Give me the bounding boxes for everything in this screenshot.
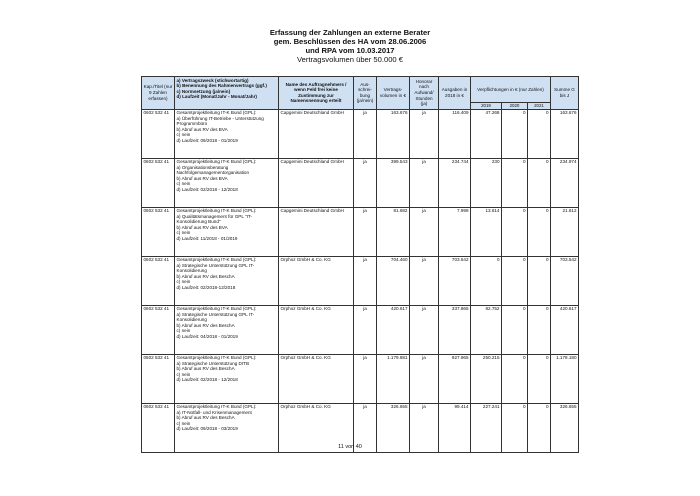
- header-vz-c: c) Normsetzung (ja/nein): [176, 88, 231, 94]
- cell-2019: 230: [471, 158, 502, 207]
- table-row: [142, 354, 579, 403]
- cell-vz-c: c) nein: [176, 230, 191, 236]
- cell-vz-c: c) nein: [176, 132, 191, 138]
- cell-ausschreibung: ja: [354, 109, 377, 158]
- header-year-2021: 2021: [528, 103, 551, 110]
- cell-kap: 0602 532 41: [142, 158, 175, 207]
- cell-summe: 21.612: [551, 207, 579, 256]
- header-vz-d: d) Laufzeit (Monat/Jahr - Monat/Jahr): [176, 94, 257, 100]
- table-body: [142, 109, 579, 452]
- cell-ausschreibung: ja: [354, 403, 377, 452]
- cell-vz-d: d) Laufzeit: 09/2018 - 03/2019: [176, 426, 238, 432]
- table-header-row: [142, 77, 579, 103]
- header-vz-b: b) Benennung des Rahmenvertrags (ggf.): [176, 83, 267, 89]
- cell-vz-d: d) Laufzeit: 02/2018 - 12/2018: [176, 187, 238, 193]
- cell-honorar: ja: [410, 403, 439, 452]
- cell-honorar: ja: [410, 207, 439, 256]
- cell-ausgaben: 99.414: [439, 403, 471, 452]
- cell-name: Orphoz GmbH & Co. KG: [279, 403, 354, 452]
- cell-2020: 0: [502, 305, 528, 354]
- cell-honorar: ja: [410, 354, 439, 403]
- cell-ausschreibung: ja: [354, 256, 377, 305]
- table-row: [142, 305, 579, 354]
- cell-vz-c: c) nein: [176, 181, 191, 187]
- cell-honorar: ja: [410, 256, 439, 305]
- cell-vz-c: c) nein: [176, 371, 191, 377]
- cell-vertragszweck: [175, 305, 279, 354]
- header-vertragszweck: [175, 77, 279, 110]
- cell-2019: 0: [471, 256, 502, 305]
- cell-vertragszweck: [175, 207, 279, 256]
- cell-summe: 703.542: [551, 256, 579, 305]
- cell-vz-d: d) Laufzeit: 09/2018 - 01/2019: [176, 138, 238, 144]
- cell-vz-a: a) IT-Notfall- und Krisenmanagement: [176, 409, 252, 415]
- cell-kap: 0602 532 41: [142, 305, 175, 354]
- cell-ausschreibung: ja: [354, 158, 377, 207]
- cell-2021: 0: [528, 207, 551, 256]
- cell-vz-title: Gesamtprojektleitung IT-K Bund (GPL):: [176, 404, 257, 410]
- cell-volumen: 399.543: [377, 158, 410, 207]
- cell-vz-d: d) Laufzeit: 02/2018 - 12/2018: [176, 377, 238, 383]
- cell-name: Capgemini Deutschland GmbH: [279, 158, 354, 207]
- cell-vz-a: a) Strategische Unterstützung DITB: [176, 360, 250, 366]
- cell-summe: 234.974: [551, 158, 579, 207]
- payments-table: [141, 76, 579, 453]
- cell-2021: 0: [528, 109, 551, 158]
- cell-ausgaben: 927.965: [439, 354, 471, 403]
- document-title: [0, 28, 700, 64]
- table-row: [142, 256, 579, 305]
- cell-2020: 0: [502, 207, 528, 256]
- cell-summe: 326.655: [551, 403, 579, 452]
- cell-ausschreibung: ja: [354, 305, 377, 354]
- cell-vz-b: b) Abruf aus RV des BVA: [176, 175, 228, 181]
- cell-2020: 0: [502, 256, 528, 305]
- page-number: 11 von 40: [338, 444, 362, 450]
- header-name: Name des Auftragnehmers / wenn Feld frei keine Zustimmung zur Namensnennung erteilt: [279, 77, 354, 110]
- title-line-2: gem. Beschlüssen des HA vom 28.06.2006: [273, 37, 427, 46]
- header-verpflichtungen: Verpflichtungen in € (nur Zahlen): [471, 77, 551, 103]
- header-volumen: Vertrags-volumen in €: [377, 77, 410, 110]
- cell-2019: 13.614: [471, 207, 502, 256]
- cell-ausschreibung: ja: [354, 207, 377, 256]
- cell-ausgaben: 116.409: [439, 109, 471, 158]
- cell-name: Capgemini Deutschland GmbH: [279, 207, 354, 256]
- cell-name: Orphoz GmbH & Co. KG: [279, 256, 354, 305]
- cell-vz-c: c) nein: [176, 279, 191, 285]
- cell-vz-a: a) Organisationsberatung Nachfolgemanagementorganisation: [176, 164, 250, 176]
- cell-vz-c: c) nein: [176, 420, 191, 426]
- title-line-3: und RPA vom 10.03.2017: [305, 46, 395, 55]
- cell-volumen: 163.676: [377, 109, 410, 158]
- cell-vertragszweck: [175, 354, 279, 403]
- cell-vz-b: b) Abruf aus RV des BVA: [176, 224, 228, 230]
- cell-vz-title: Gesamtprojektleitung IT-K Bund (GPL):: [176, 306, 257, 312]
- header-year-2019: 2019: [471, 103, 502, 110]
- cell-summe: 1.178.180: [551, 354, 579, 403]
- cell-vz-b: b) Abruf aus RV des BeschA: [176, 322, 235, 328]
- cell-honorar: ja: [410, 158, 439, 207]
- cell-vz-a: a) Strategische Unterstützung GPL IT-Konsolidierung: [176, 262, 255, 274]
- cell-kap: 0602 532 41: [142, 109, 175, 158]
- cell-vz-b: b) Abruf aus RV des BeschA: [176, 415, 235, 421]
- cell-kap: 0602 532 41: [142, 403, 175, 452]
- cell-vz-d: d) Laufzeit: 11/2018 - 01/2019: [176, 236, 238, 242]
- header-ausschreibung: Aus-schrei-bung (ja/nein): [354, 77, 377, 110]
- cell-volumen: 1.179.881: [377, 354, 410, 403]
- cell-2021: 0: [528, 158, 551, 207]
- header-kap: Kap./Titel (nur 9 Zahlen erfassen): [142, 77, 175, 110]
- cell-2021: 0: [528, 256, 551, 305]
- cell-2020: 0: [502, 158, 528, 207]
- cell-kap: 0602 532 41: [142, 207, 175, 256]
- cell-2020: 0: [502, 109, 528, 158]
- cell-vz-b: b) Abruf aus RV des BVA: [176, 126, 228, 132]
- cell-vz-a: a) Qualitätsmanagement für GPL "IT-Konsolidierung Bund": [176, 213, 253, 225]
- cell-vz-title: Gesamtprojektleitung IT-K Bund (GPL):: [176, 159, 257, 165]
- cell-vz-d: d) Laufzeit: 02/2018-12/2018: [176, 285, 236, 291]
- cell-name: Orphoz GmbH & Co. KG: [279, 354, 354, 403]
- cell-volumen: 326.655: [377, 403, 410, 452]
- cell-kap: 0602 532 41: [142, 354, 175, 403]
- cell-2019: 250.215: [471, 354, 502, 403]
- cell-vz-d: d) Laufzeit: 04/2018 - 01/2019: [176, 334, 238, 340]
- table-row: [142, 207, 579, 256]
- cell-vz-title: Gesamtprojektleitung IT-K Bund (GPL):: [176, 110, 257, 116]
- cell-2019: 82.752: [471, 305, 502, 354]
- title-line-4: Vertragsvolumen über 50.000 €: [297, 55, 403, 64]
- cell-vz-c: c) nein: [176, 328, 191, 334]
- cell-vz-a: a) Strategische Unterstützung GPL IT-Konsolidierung: [176, 311, 255, 323]
- cell-2021: 0: [528, 305, 551, 354]
- cell-ausgaben: 7.998: [439, 207, 471, 256]
- cell-summe: 163.676: [551, 109, 579, 158]
- cell-honorar: ja: [410, 305, 439, 354]
- cell-volumen: 81.682: [377, 207, 410, 256]
- cell-volumen: 420.617: [377, 305, 410, 354]
- cell-honorar: ja: [410, 109, 439, 158]
- header-summe: Summe G bis J: [551, 77, 579, 110]
- cell-vz-b: b) Abruf aus RV des BeschA: [176, 273, 235, 279]
- table-row: [142, 158, 579, 207]
- header-vz-a: a) Vertragszweck (stichwortartig): [176, 77, 249, 83]
- cell-kap: 0602 532 41: [142, 256, 175, 305]
- cell-ausgaben: 234.744: [439, 158, 471, 207]
- cell-ausgaben: 703.542: [439, 256, 471, 305]
- cell-volumen: 704.460: [377, 256, 410, 305]
- cell-vz-title: Gesamtprojektleitung IT-K Bund (GPL):: [176, 355, 257, 361]
- cell-2021: 0: [528, 354, 551, 403]
- title-line-1: Erfassung der Zahlungen an externe Berater: [269, 28, 431, 37]
- header-ausgaben: Ausgaben in 2018 in €: [439, 77, 471, 110]
- table-row: [142, 109, 579, 158]
- header-year-2020: 2020: [502, 103, 528, 110]
- cell-vertragszweck: [175, 158, 279, 207]
- cell-ausgaben: 337.865: [439, 305, 471, 354]
- cell-2021: 0: [528, 403, 551, 452]
- cell-vertragszweck: [175, 109, 279, 158]
- cell-vz-title: Gesamtprojektleitung IT-K Bund (GPL):: [176, 208, 257, 214]
- cell-vz-b: b) Abruf aus RV des BeschA: [176, 366, 235, 372]
- cell-2020: 0: [502, 354, 528, 403]
- cell-name: Capgemini Deutschland GmbH: [279, 109, 354, 158]
- cell-2020: 0: [502, 403, 528, 452]
- cell-2019: 47.268: [471, 109, 502, 158]
- header-honorar: Honorar nach Aufwand/ Stunden (ja): [410, 77, 439, 110]
- cell-ausschreibung: ja: [354, 354, 377, 403]
- cell-vertragszweck: [175, 256, 279, 305]
- cell-summe: 420.617: [551, 305, 579, 354]
- cell-vz-title: Gesamtprojektleitung IT-K Bund (GPL):: [176, 257, 257, 263]
- cell-name: Orphoz GmbH & Co. KG: [279, 305, 354, 354]
- cell-vz-a: a) Überführung IT-Betriebe - Unterstützung Programmbüro: [176, 115, 264, 127]
- cell-2019: 227.241: [471, 403, 502, 452]
